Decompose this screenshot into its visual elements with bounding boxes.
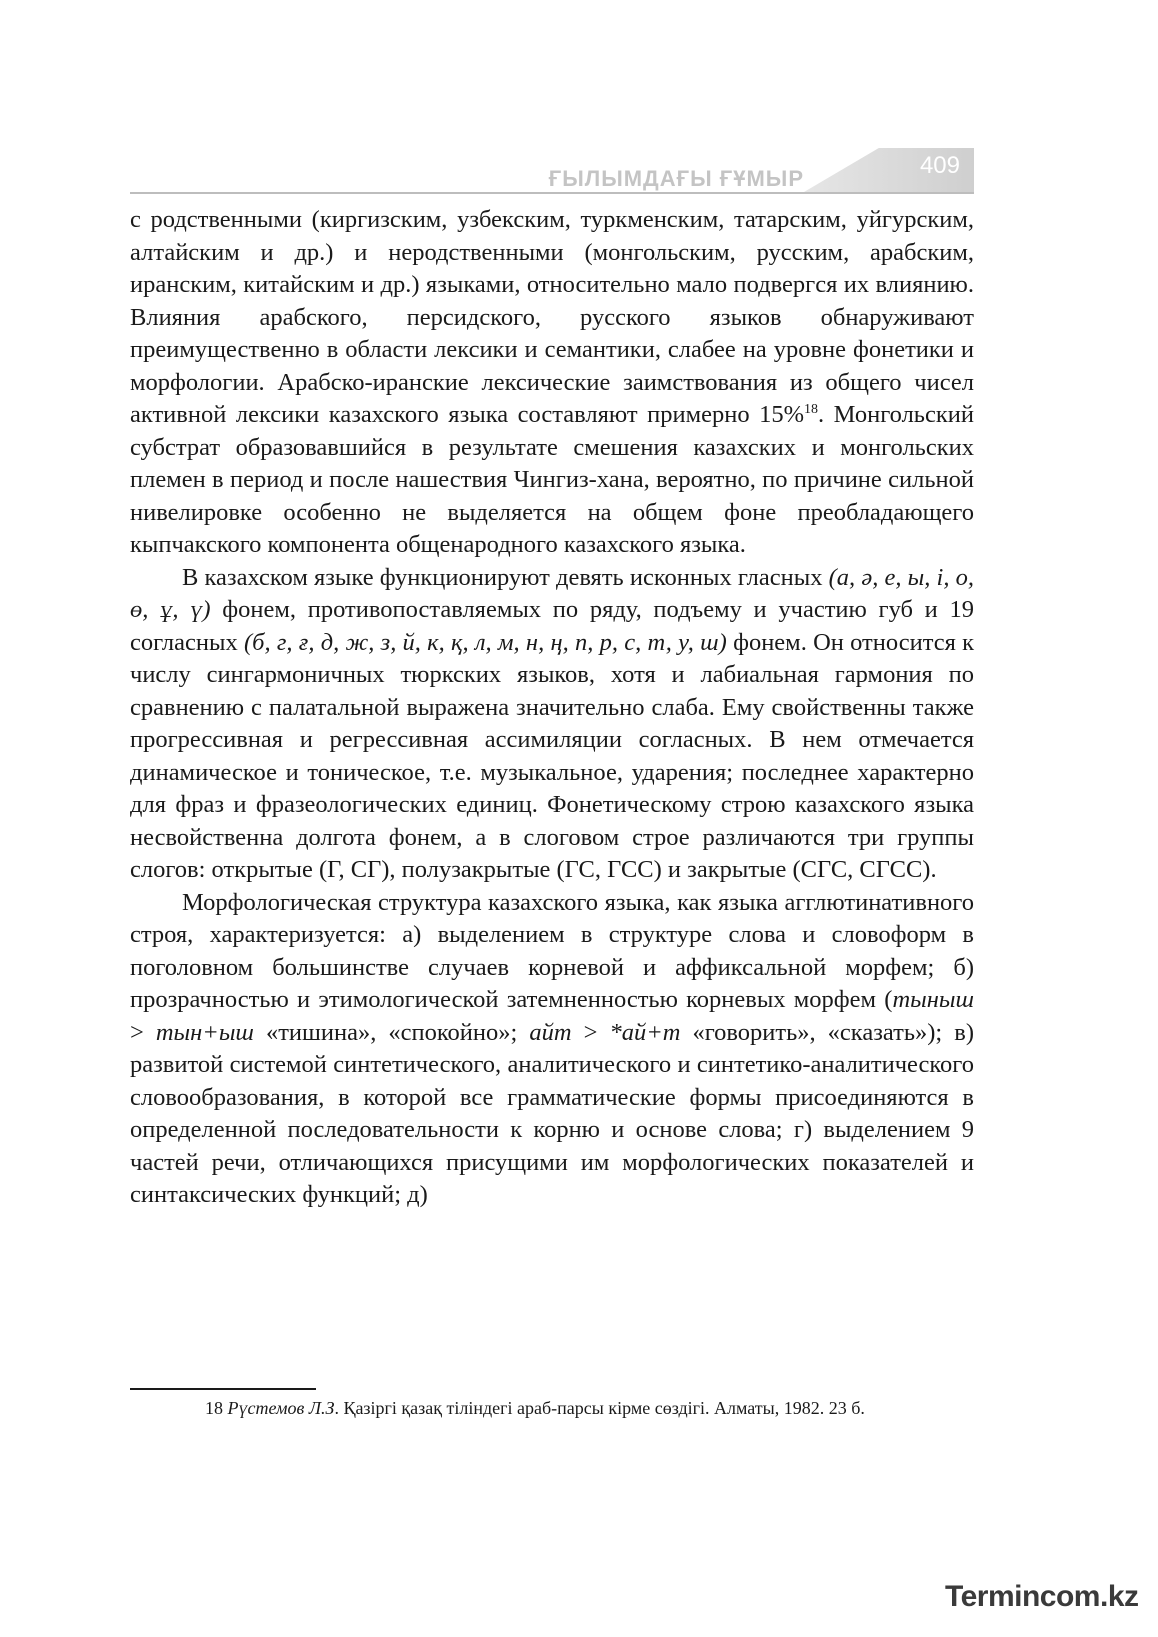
text-run: > [571,1018,610,1046]
text-run: «говорить», «сказать»); в) развитой системой синтетического, аналитического и синтетико-аналитического словообразования, в которой все грамматические формы присоединяются в определенной последовательности к корню и основе слова; г) выделением 9 частей речи, отличающихся присущими им морфологических показателей и синтаксических функций; д) [130,1018,974,1208]
text-run: с родственными (киргизским, узбекским, туркменским, татарским, уйгурским, алтайским и др.) и неродственными (монгольским, русским, арабским, иранским, китайским и др.) языками, относительно мало подвергся их влиянию. Влияния арабского, персидского, русского языков обнаруживают преимущественно в области лексики и семантики, слабее на уровне фонетики и морфологии. Арабско-иранские лексические заимствования из общего чисел активной лексики казахского языка составляют примерно 15% [130,206,974,428]
paragraph [130,887,974,1212]
italic-run: (б, г, ғ, д, ж, з, й, к, қ, л, м, н, ң, п, р, с, т, у, ш) [243,628,727,656]
text-run: > [130,1018,156,1046]
header-rule [130,192,974,194]
paragraph [130,562,974,887]
body-text [130,204,974,1212]
italic-run: айт [529,1018,572,1046]
running-title: ҒЫЛЫМДАҒЫ ҒҰМЫР [548,166,804,191]
text-run: . Монгольский субстрат образовавшийся в результате смешения казахских и монгольских племен в период и после нашествия Чингиз-хана, вероятно, по причине сильной нивелировке особенно не выделяется на общем фоне преобладающего кыпчакского компонента общенародного казахского языка. [130,401,974,558]
italic-run: Рүстемов Л.З [227,1398,335,1418]
italic-run: *ай+т [609,1018,681,1046]
text-run: . Қазіргі қазақ тіліндегі араб-парсы кірме сөздігі. Алматы, 1982. 23 б. [334,1398,865,1418]
text-run: фонем, противопоставляемых по ряду, подъему и участию губ и 19 согласных [130,596,974,656]
page-header [130,148,974,198]
text-run: «тишина», «спокойно»; [253,1018,530,1046]
text-run: Морфологическая структура казахского языка, как языка агглютинативного строя, характеризуется: а) выделением в структуре слова и словоформ в поголовном большинстве случаев корневой и аффиксальной морфем; б) прозрачностью и этимологической затемненностью корневых морфем ( [130,888,974,1013]
text-run: фонем. Он относится к числу сингармоничных тюркских языков, хотя и лабиальная гармония по сравнению с палатальной выражена значительно слаба. Ему свойственны также прогрессивная и регрессивная ассимиляции согласных. В нем отмечается динамическое и тоническое, т.е. музыкальное, ударения; последнее характерно для фраз и фразеологических единиц. Фонетическому строю казахского языка несвойственна долгота фонем, а в слоговом строе различаются три группы слогов: открытые (Г, СГ), полузакрытые (ГС, ГСС) и закрытые (СГС, СГСС). [130,628,975,883]
paragraph [130,204,974,562]
watermark-logo: Termincom.kz [945,1580,1139,1613]
footnote [205,1396,985,1420]
footnote-rule [130,1388,316,1390]
footnote-ref: 18 [804,401,819,417]
italic-run: тын+ыш [155,1018,254,1046]
page-number: 409 [919,152,960,179]
italic-run: (а, ә, е, ы, і, о, ө, ұ, ү) [130,563,974,623]
italic-run: тыныш [892,986,974,1013]
text-run: 18 [205,1398,228,1418]
text-run: В казахском языке функционируют девять исконных гласных [182,563,829,591]
